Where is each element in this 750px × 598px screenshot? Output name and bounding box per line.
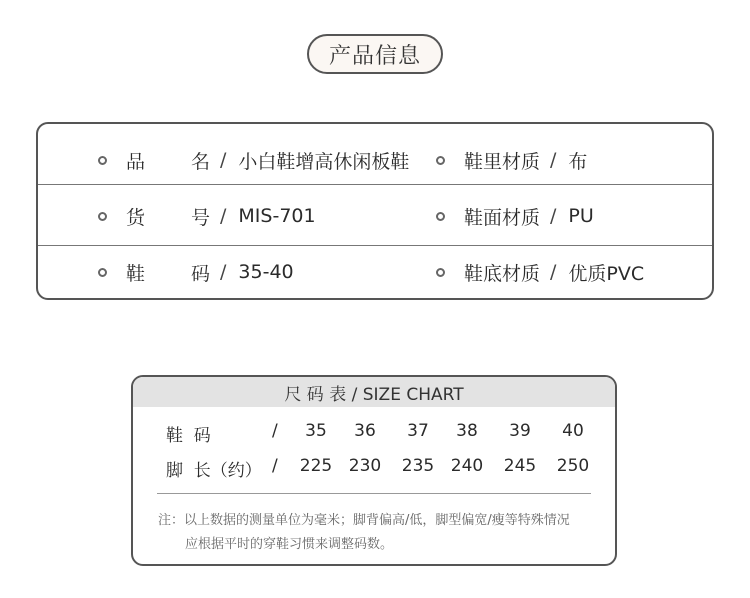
size-chart <box>131 375 617 566</box>
info-value: 小白鞋增高休闲板鞋 <box>238 150 410 173</box>
slash-separator: / <box>550 149 557 171</box>
info-cell-upper <box>436 188 706 244</box>
size-value: 230 <box>348 456 382 476</box>
size-value: 35 <box>305 421 327 441</box>
info-value: PU <box>568 205 594 227</box>
slash-separator: / <box>220 205 227 227</box>
info-value: 35-40 <box>238 261 294 283</box>
slash-separator: / <box>550 261 557 283</box>
info-cell-name <box>98 132 438 188</box>
size-row-label: 脚 长（约） <box>166 461 262 481</box>
bullet-icon <box>436 156 445 165</box>
info-label: 鞋底材质 <box>464 262 541 285</box>
bullet-icon <box>436 268 445 277</box>
slash-separator: / <box>220 149 227 171</box>
size-row-shoe-size <box>133 417 615 447</box>
info-value: 优质PVC <box>568 262 645 285</box>
size-value: 235 <box>401 456 435 476</box>
info-label: 鞋里材质 <box>464 150 541 173</box>
label-char: 品 <box>126 150 146 173</box>
size-value: 245 <box>503 456 537 476</box>
slash-separator: / <box>272 421 278 441</box>
info-row <box>38 132 712 190</box>
bullet-icon <box>436 212 445 221</box>
product-info-table <box>36 122 714 300</box>
info-cell-item-number <box>98 188 438 244</box>
info-row <box>38 244 712 300</box>
size-value: 40 <box>562 421 584 441</box>
size-row-label: 鞋 码 <box>166 426 211 446</box>
size-note: 注：以上数据的测量单位为毫米；脚背偏高/低，脚型偏宽/瘦等特殊情况 <box>158 513 570 528</box>
info-label <box>126 203 210 230</box>
note-divider <box>157 493 591 494</box>
info-label: 鞋面材质 <box>464 206 541 229</box>
slash-separator: / <box>272 456 278 476</box>
size-value: 36 <box>354 421 376 441</box>
bullet-icon <box>98 156 107 165</box>
size-value: 38 <box>456 421 478 441</box>
page-title: 产品信息 <box>307 34 443 74</box>
info-cell-size <box>98 244 438 300</box>
bullet-icon <box>98 212 107 221</box>
size-value: 250 <box>556 456 590 476</box>
size-value: 37 <box>407 421 429 441</box>
size-chart-header: 尺 码 表 / SIZE CHART <box>133 377 615 407</box>
label-char: 货 <box>126 206 146 229</box>
label-char: 号 <box>190 206 210 229</box>
size-value: 225 <box>299 456 333 476</box>
size-note: 应根据平时的穿鞋习惯来调整码数。 <box>185 537 394 552</box>
slash-separator: / <box>550 205 557 227</box>
info-cell-lining <box>436 132 706 188</box>
info-value: 布 <box>568 150 588 173</box>
size-value: 39 <box>509 421 531 441</box>
info-label <box>126 147 210 174</box>
label-char: 鞋 <box>126 262 146 285</box>
bullet-icon <box>98 268 107 277</box>
size-row-foot-length <box>133 452 615 482</box>
info-cell-sole <box>436 244 706 300</box>
label-char: 名 <box>190 150 210 173</box>
label-char: 码 <box>190 262 210 285</box>
slash-separator: / <box>220 261 227 283</box>
info-value: MIS-701 <box>238 205 316 227</box>
info-label <box>126 259 210 286</box>
info-row <box>38 188 712 246</box>
size-value: 240 <box>450 456 484 476</box>
